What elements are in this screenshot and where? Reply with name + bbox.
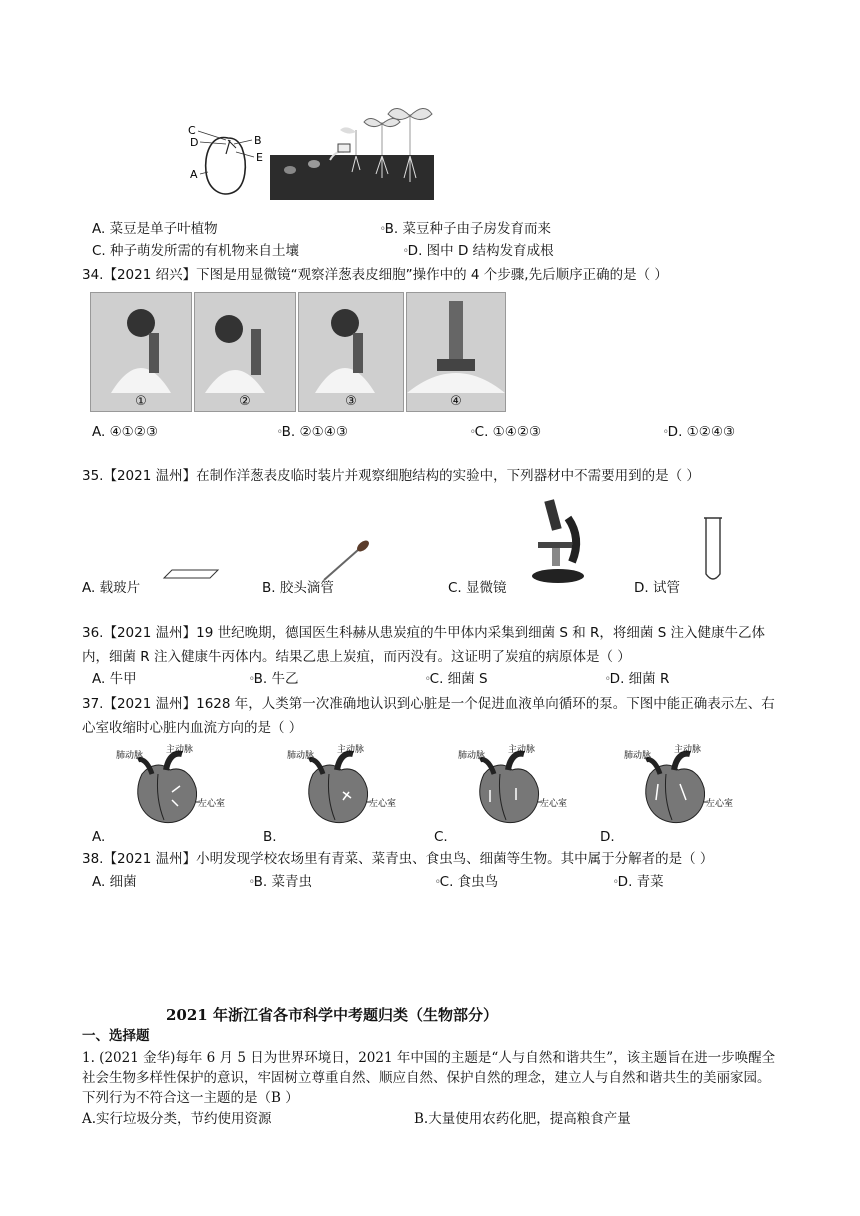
q37-option-d: D. — [600, 829, 615, 845]
q36-option-c: oC. 细菌 S — [426, 671, 488, 687]
germination-figure — [270, 100, 436, 200]
seed-label-e: E — [256, 151, 263, 164]
heart-b-label-aorta: 主动脉 — [337, 745, 365, 755]
q36-option-b: oB. 牛乙 — [250, 671, 299, 687]
q37-option-c: C. — [434, 829, 448, 845]
q34-option-b-text: B. ②①④③ — [281, 424, 348, 440]
q33-option-a: A. 菜豆是单子叶植物 — [92, 221, 218, 237]
q36-stem: 36.【2021 温州】19 世纪晚期，德国医生科赫从患炭疽的牛甲体内采集到细菌 S 和 R，将细菌 S 注入健康牛乙体内，细菌 R 注入健康牛丙体内。结果乙患上炭疽，而丙没有。这证明了炭疽的病原体是（ ） — [82, 625, 766, 665]
q38-option-c-text: C. 食虫鸟 — [439, 874, 499, 890]
heart-b-label-pulmonary: 肺动脉 — [287, 751, 315, 761]
photo-label-4: ④ — [450, 394, 462, 409]
q38-option-a: A. 细菌 — [92, 874, 137, 890]
seed-label-a: A — [190, 168, 198, 181]
heart-d-label-aorta: 主动脉 — [674, 745, 702, 755]
microscope-photo-2 — [194, 292, 296, 412]
heart-c-label-ventricle: 左心室 — [540, 799, 568, 809]
heart-a-label-ventricle: 左心室 — [198, 799, 226, 809]
q1-option-b: B.大量使用农药化肥，提高粮食产量 — [414, 1111, 631, 1127]
q38-option-d-text: D. 青菜 — [617, 874, 664, 890]
q37-stem: 37.【2021 温州】1628 年，人类第一次准确地认识到心脏是一个促进血液单向循环的泵。下图中能正确表示左、右心室收缩时心脏内血流方向的是（ ） — [82, 696, 775, 736]
test-tube-icon — [702, 516, 724, 586]
q33-option-d-text: D. 图中 D 结构发育成根 — [407, 243, 554, 259]
q35-option-c: C. 显微镜 — [448, 580, 507, 596]
q33-option-c: C. 种子萌发所需的有机物来自土壤 — [92, 243, 300, 259]
q38-option-b: oB. 菜青虫 — [250, 874, 313, 890]
q38-option-d: oD. 青菜 — [614, 874, 664, 890]
q38-stem: 38.【2021 温州】小明发现学校农场里有青菜、菜青虫、食虫鸟、细菌等生物。其中属于分解者的是（ ） — [82, 851, 714, 867]
heart-c-label-aorta: 主动脉 — [508, 745, 536, 755]
q1-stem: 1. (2021 金华)每年 6 月 5 日为世界环境日，2021 年中国的主题是“人与自然和谐共生”，该主题旨在进一步唤醒全社会生物多样性保护的意识，牢固树立尊重自然、顺应自然、保护自然的理念，建立人与自然和谐共生的美丽家园。下列行为不符合这一主题的是（B ） — [82, 1050, 776, 1106]
heart-a-label-pulmonary: 肺动脉 — [116, 751, 144, 761]
q34-option-d-text: D. ①②④③ — [667, 424, 736, 440]
bean-seed-figure — [186, 124, 270, 200]
q36-option-c-text: C. 细菌 S — [429, 671, 488, 687]
q37-option-b: B. — [263, 829, 277, 845]
microscope-photo-3 — [298, 292, 404, 412]
q35-option-b: B. 胶头滴管 — [262, 580, 334, 596]
photo-label-3: ③ — [345, 394, 357, 409]
heart-d-label-ventricle: 左心室 — [706, 799, 734, 809]
heart-b-label-ventricle: 左心室 — [369, 799, 397, 809]
microscope-photo-1 — [90, 292, 192, 412]
microscope-photo-4 — [406, 292, 506, 412]
heart-diagram-a — [112, 744, 226, 828]
q35-stem: 35.【2021 温州】在制作洋葱表皮临时装片并观察细胞结构的实验中，下列器材中不需要用到的是（ ） — [82, 468, 700, 484]
q34-option-b: oB. ②①④③ — [278, 424, 348, 440]
heart-diagram-d — [620, 744, 734, 828]
heart-c-label-pulmonary: 肺动脉 — [458, 751, 486, 761]
q1-option-a: A.实行垃圾分类，节约使用资源 — [82, 1111, 272, 1127]
microscope-icon — [528, 498, 592, 584]
q36-option-d-text: D. 细菌 R — [609, 671, 670, 687]
glass-slide-icon — [160, 566, 222, 582]
q38-option-c: oC. 食虫鸟 — [436, 874, 499, 890]
seed-label-c: C — [188, 124, 196, 137]
heart-diagram-c — [454, 744, 568, 828]
section-heading: 一、选择题 — [82, 1028, 150, 1044]
q33-option-b: oB. 菜豆种子由子房发育而来 — [381, 221, 552, 237]
q36-option-a: A. 牛甲 — [92, 671, 137, 687]
q34-option-c: oC. ①④②③ — [471, 424, 542, 440]
photo-label-1: ① — [135, 394, 147, 409]
heart-d-label-pulmonary: 肺动脉 — [624, 751, 652, 761]
q34-option-d: oD. ①②④③ — [664, 424, 736, 440]
q34-option-c-text: C. ①④②③ — [474, 424, 542, 440]
q33-option-d: oD. 图中 D 结构发育成根 — [404, 243, 554, 259]
q35-option-a: A. 载玻片 — [82, 580, 141, 596]
photo-label-2: ② — [239, 394, 251, 409]
heart-a-label-aorta: 主动脉 — [166, 745, 194, 755]
q38-option-b-text: B. 菜青虫 — [253, 874, 313, 890]
q35-option-d: D. 试管 — [634, 580, 680, 596]
seed-label-d: D — [190, 136, 199, 149]
q33-option-b-text: B. 菜豆种子由子房发育而来 — [384, 221, 552, 237]
q34-option-a: A. ④①②③ — [92, 424, 158, 440]
q36-option-b-text: B. 牛乙 — [253, 671, 299, 687]
q37-option-a: A. — [92, 829, 106, 845]
seed-label-b: B — [254, 134, 262, 147]
heart-diagram-b — [283, 744, 397, 828]
section-title: 2021 年浙江省各市科学中考题归类（生物部分） — [166, 1006, 498, 1024]
q36-option-d: oD. 细菌 R — [606, 671, 670, 687]
q34-stem: 34.【2021 绍兴】下图是用显微镜“观察洋葱表皮细胞”操作中的 4 个步骤,先后顺序正确的是（ ） — [82, 267, 668, 283]
